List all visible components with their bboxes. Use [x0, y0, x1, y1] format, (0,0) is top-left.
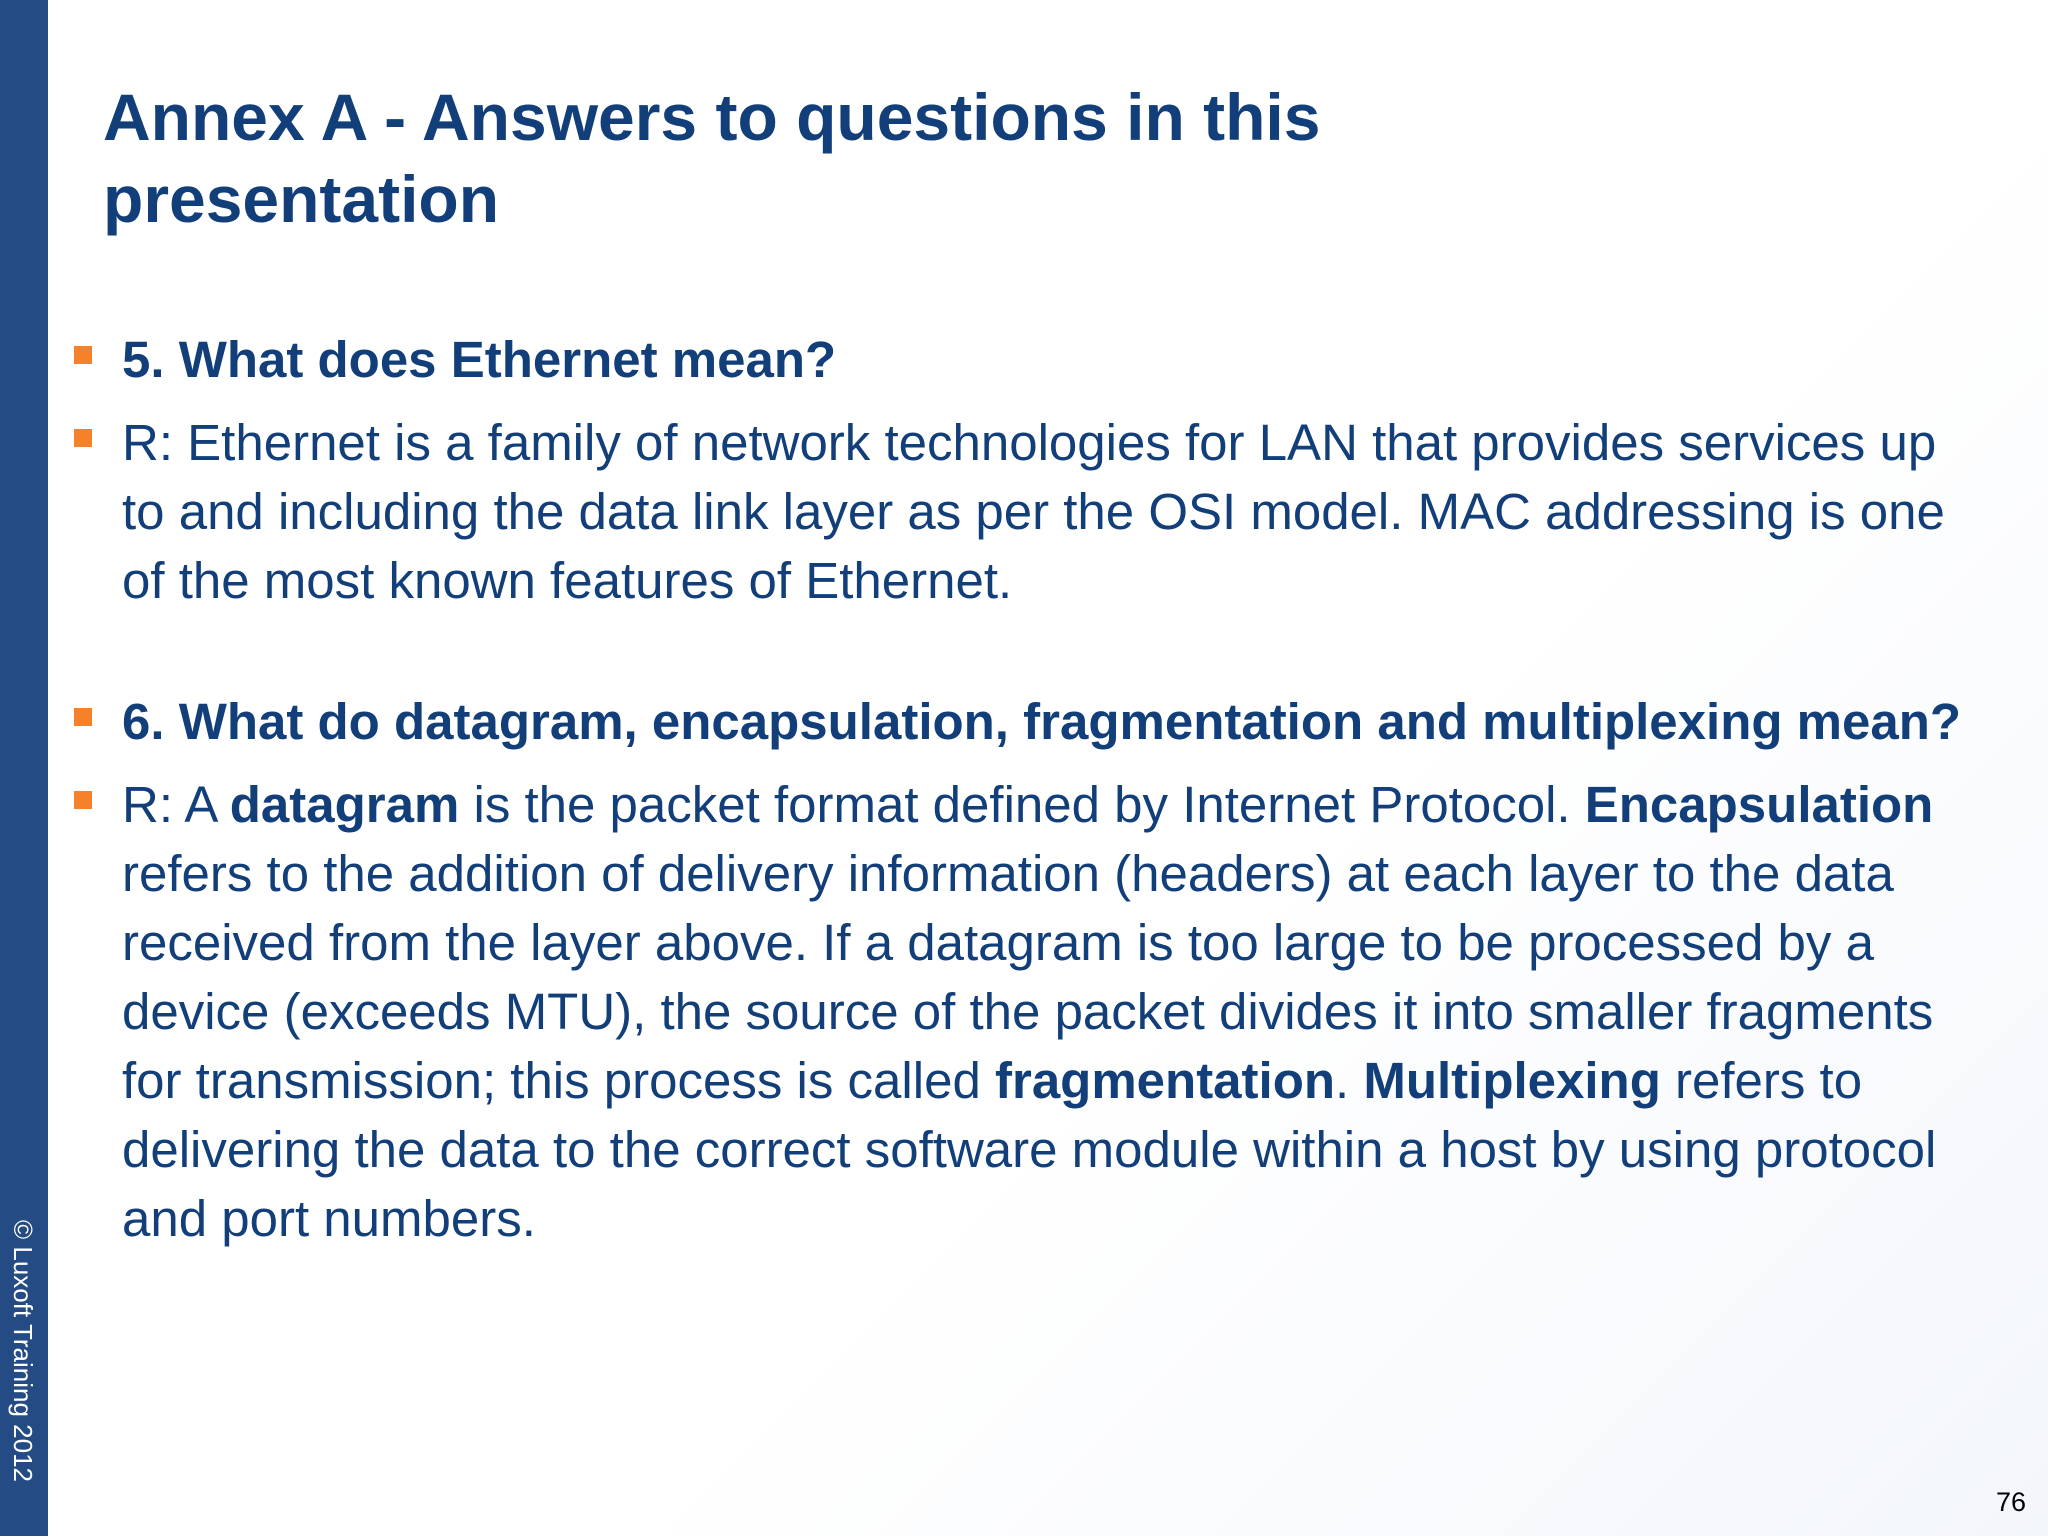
question-6 — [70, 687, 1970, 756]
square-bullet-icon — [74, 429, 92, 447]
square-bullet-icon — [74, 791, 92, 809]
answer-6-text-5: refers to delivering the data to the correct software module within a host by using protocol and port numbers. — [122, 1052, 1937, 1247]
bullet-list — [70, 325, 1970, 1253]
copyright-text: © Luxoft Training 2012 — [8, 1220, 38, 1482]
copyright-wrap — [0, 1200, 48, 1536]
answer-5-text: R: Ethernet is a family of network technologies for LAN that provides services up to and including the data link layer as per the OSI model. MAC addressing is one of the most known features of Ethernet. — [122, 414, 1945, 609]
answer-5 — [70, 408, 1970, 615]
question-6-text: 6. What do datagram, encapsulation, fragmentation and multiplexing mean? — [122, 693, 1962, 750]
square-bullet-icon — [74, 708, 92, 726]
question-5-text: 5. What does Ethernet mean? — [122, 331, 837, 388]
term-multiplexing: Multiplexing — [1363, 1052, 1661, 1109]
square-bullet-icon — [74, 346, 92, 364]
answer-6-text-2: is the packet format defined by Internet Protocol. — [459, 776, 1585, 833]
term-fragmentation: fragmentation — [994, 1052, 1336, 1109]
answer-6-text-1: R: A — [122, 776, 230, 833]
answer-6-text-3: refers to the addition of delivery information (headers) at each layer to the data received from the layer above. If a datagram is too large to be processed by a device (exceeds MTU), the source of the packet divides it into smaller fragments for transmission; this process is called — [122, 845, 1934, 1109]
term-datagram: datagram — [229, 776, 460, 833]
answer-6-text-4: . — [1335, 1052, 1364, 1109]
answer-6 — [70, 770, 1970, 1253]
question-5 — [70, 325, 1970, 394]
term-encapsulation: Encapsulation — [1584, 776, 1934, 833]
page-number: 76 — [1995, 1487, 2026, 1517]
slide-title: Annex A - Answers to questions in this presentation — [103, 80, 1321, 236]
